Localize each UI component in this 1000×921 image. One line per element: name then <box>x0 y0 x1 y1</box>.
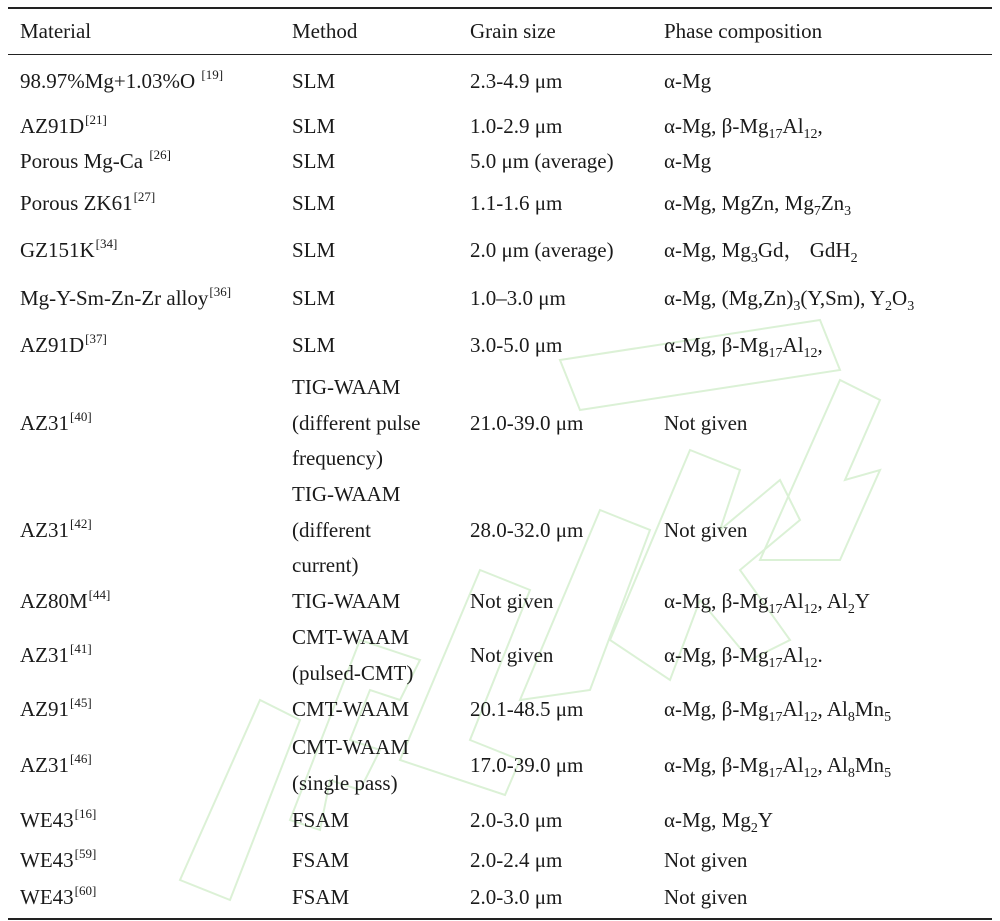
cell-method: FSAM <box>292 848 350 872</box>
material-name: AZ91 <box>20 697 69 721</box>
material-name: AZ31 <box>20 642 69 667</box>
cell-grain-size: 2.0-3.0 μm <box>470 885 563 909</box>
cell-phase-composition: α-Mg, $\beta-Mg_{17}Al_{12}$, $Al_8Mn_5$ <box>664 697 892 725</box>
reference-number: [19] <box>201 67 224 82</box>
cell-material <box>20 692 92 728</box>
reference-number: [59] <box>74 846 97 861</box>
cell-phase-composition: α-Mg, $\beta-Mg_{17}Al_{12}$, $Al_8Mn_5$ <box>664 752 892 781</box>
cell-method: SLM <box>292 286 336 310</box>
cell-grain-size: 3.0-5.0 μm <box>470 333 563 357</box>
cell-method: CMT-WAAM <box>292 697 410 721</box>
cell-phase-composition: Not given <box>664 410 748 435</box>
header-material: Material <box>20 19 92 43</box>
reference-number: [41] <box>70 640 92 656</box>
cell-phase-composition: Not given <box>664 848 748 872</box>
cell-phase-composition: α-Mg, MgZn, $Mg_7Zn_3$ <box>664 191 852 219</box>
reference-number: [46] <box>70 750 92 766</box>
cell-material <box>20 748 92 784</box>
header-grain-size: Grain size <box>470 19 556 43</box>
cell-material <box>20 584 110 620</box>
header-method: Method <box>292 19 358 43</box>
cell-method: (different <box>292 517 371 542</box>
reference-number: [40] <box>70 408 92 424</box>
cell-method: frequency) <box>292 446 383 470</box>
reference-number: [42] <box>70 515 92 531</box>
cell-grain-size: Not given <box>470 589 554 613</box>
reference-number: [27] <box>133 189 156 204</box>
cell-material <box>20 144 171 180</box>
reference-number: [34] <box>95 236 118 251</box>
cell-grain-size: 1.0-2.9 μm <box>470 114 563 138</box>
cell-grain-size: 1.0–3.0 μm <box>470 286 566 310</box>
material-name: GZ151K <box>20 238 95 262</box>
material-name: 98.97%Mg+1.03%O <box>20 69 201 93</box>
material-name: AZ91D <box>20 333 85 357</box>
cell-phase-composition: α-Mg, $(Mg,Zn)_3(Y,Sm)$, $Y_2O_3$ <box>664 286 915 314</box>
cell-grain-size: 20.1-48.5 μm <box>470 697 584 721</box>
cell-phase-composition: α-Mg <box>664 149 712 173</box>
reference-number: [45] <box>70 695 92 710</box>
cell-grain-size: 28.0-32.0 μm <box>470 517 584 542</box>
cell-material <box>20 109 107 145</box>
cell-method: (pulsed-CMT) <box>292 660 414 685</box>
header-phase-composition: Phase composition <box>664 19 823 43</box>
reference-number: [21] <box>85 112 107 127</box>
cell-grain-size: 2.0-3.0 μm <box>470 808 563 832</box>
cell-material <box>20 186 155 222</box>
cell-method: FSAM <box>292 885 350 909</box>
cell-material <box>20 513 92 549</box>
cell-phase-composition: Not given <box>664 517 748 542</box>
cell-phase-composition: α-Mg, $\beta-Mg_{17}Al_{12}$, $Al_2Y$ <box>664 589 871 617</box>
cell-method: SLM <box>292 149 336 173</box>
cell-grain-size: 21.0-39.0 μm <box>470 410 584 435</box>
reference-number: [44] <box>88 587 111 602</box>
cell-grain-size: 5.0 μm (average) <box>470 149 614 173</box>
cell-grain-size: Not given <box>470 642 554 667</box>
cell-method: TIG-WAAM <box>292 375 401 399</box>
reference-number: [36] <box>209 284 232 299</box>
material-name: AZ91D <box>20 114 85 138</box>
cell-method: current) <box>292 553 359 577</box>
cell-material <box>20 328 107 364</box>
cell-grain-size: 2.0 μm (average) <box>470 238 614 262</box>
cell-grain-size: 2.3-4.9 μm <box>470 69 563 93</box>
cell-method: CMT-WAAM <box>292 625 410 649</box>
cell-method: SLM <box>292 191 336 215</box>
material-name: WE43 <box>20 808 74 832</box>
material-name: WE43 <box>20 848 74 872</box>
cell-grain-size: 17.0-39.0 μm <box>470 752 584 777</box>
cell-material <box>20 406 92 442</box>
cell-method: SLM <box>292 69 336 93</box>
reference-number: [60] <box>74 883 97 898</box>
cell-grain-size: 1.1-1.6 μm <box>470 191 563 215</box>
cell-method: SLM <box>292 238 336 262</box>
cell-phase-composition: Not given <box>664 885 748 909</box>
cell-method: SLM <box>292 333 336 357</box>
cell-phase-composition: α-Mg, $Mg_2Y$ <box>664 808 774 836</box>
cell-method: (single pass) <box>292 770 398 795</box>
material-name: AZ31 <box>20 517 69 542</box>
material-name: WE43 <box>20 885 74 909</box>
cell-phase-composition: α-Mg, $\beta-Mg_{17}Al_{12}$. <box>664 642 823 671</box>
reference-number: [26] <box>149 147 172 162</box>
material-name: Porous Mg-Ca <box>20 149 149 173</box>
cell-material <box>20 803 96 839</box>
cell-method: TIG-WAAM <box>292 482 401 506</box>
cell-material <box>20 64 223 100</box>
material-name: AZ31 <box>20 752 69 777</box>
cell-material <box>20 638 92 674</box>
cell-method: (different pulse <box>292 410 421 435</box>
cell-material <box>20 281 231 317</box>
material-name: AZ80M <box>20 589 88 613</box>
cell-method: TIG-WAAM <box>292 589 401 613</box>
cell-phase-composition: α-Mg, $Mg_3Gd$， GdH$_2$ <box>664 238 858 266</box>
cell-phase-composition: α-Mg <box>664 69 712 93</box>
cell-grain-size: 2.0-2.4 μm <box>470 848 563 872</box>
table-bottom-rule <box>8 918 992 920</box>
material-name: AZ31 <box>20 410 69 435</box>
reference-number: [37] <box>85 331 107 346</box>
cell-method: FSAM <box>292 808 350 832</box>
cell-phase-composition: α-Mg, $\beta-Mg_{17}Al_{12}$, <box>664 114 823 142</box>
reference-number: [16] <box>74 806 97 821</box>
cell-material <box>20 233 117 269</box>
table-header-rule <box>8 54 992 55</box>
material-name: Porous ZK61 <box>20 191 133 215</box>
table-top-rule <box>8 7 992 9</box>
cell-material <box>20 843 96 879</box>
cell-method: SLM <box>292 114 336 138</box>
cell-phase-composition: α-Mg, $\beta-Mg_{17}Al_{12}$, <box>664 333 823 361</box>
cell-material <box>20 880 96 916</box>
cell-method: CMT-WAAM <box>292 735 410 759</box>
material-name: Mg-Y-Sm-Zn-Zr alloy <box>20 286 209 310</box>
